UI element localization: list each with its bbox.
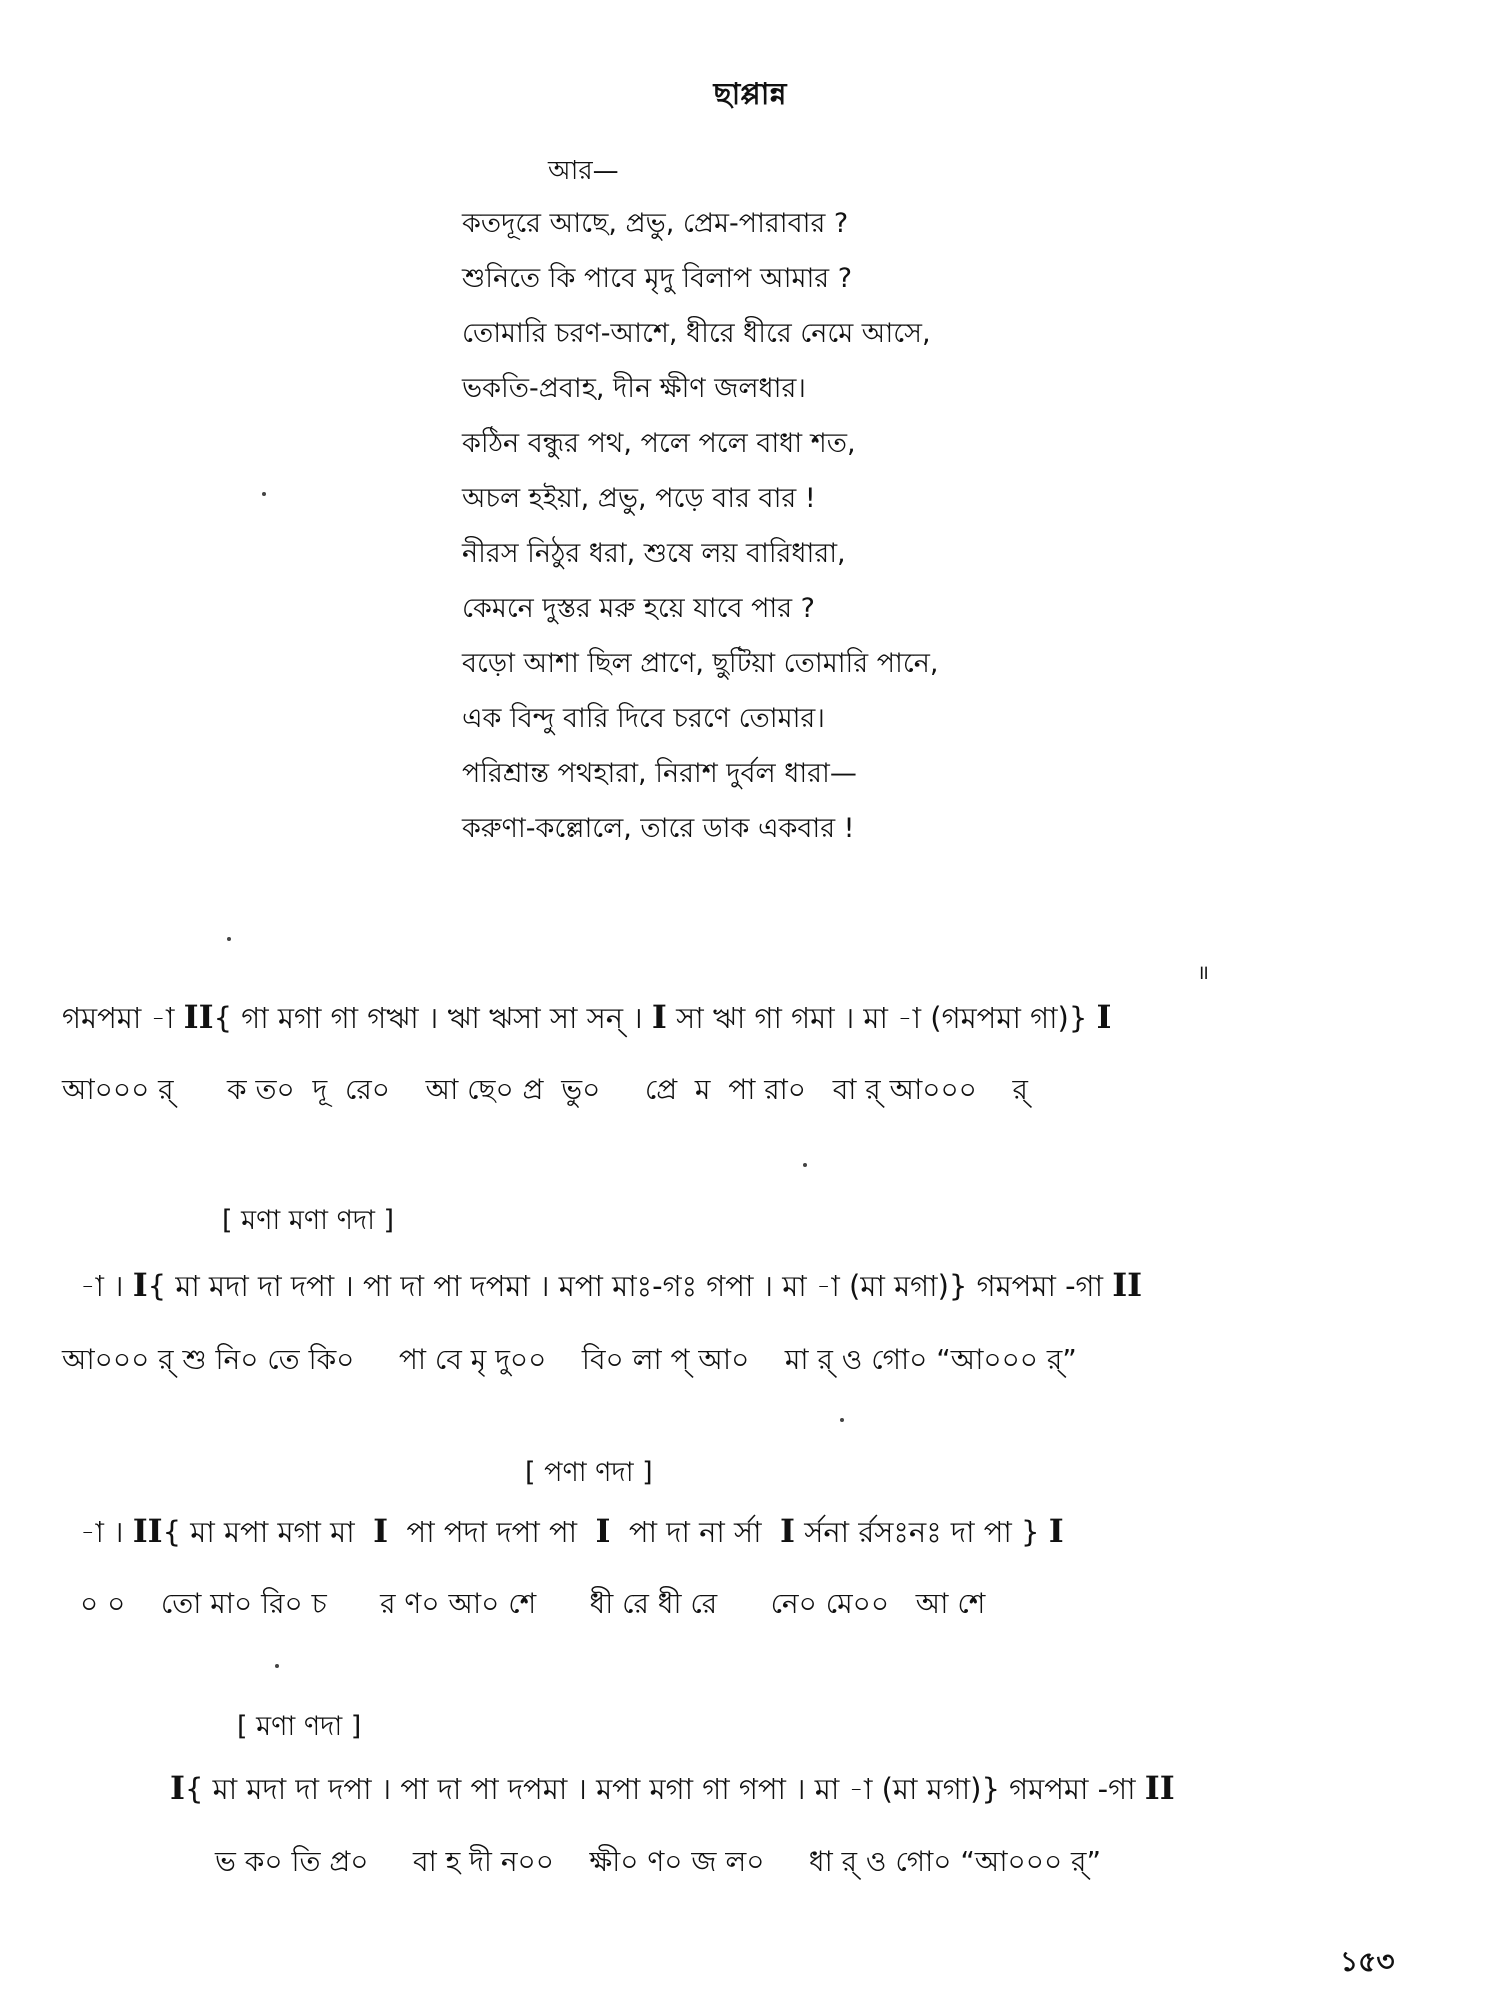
poem-line: শুনিতে কি পাবে মৃদু বিলাপ আমার ? (462, 263, 853, 294)
ornament-bracket-3: [ পণা ণদা ] (525, 1457, 653, 1488)
print-speck (803, 1163, 807, 1167)
lyric-line-1: আ০০০ র্ ক ত০ দূ রে০ আ ছে০ প্র ভু০ প্রে ম পা রা০ বা র্ আ০০০ র্ (62, 1073, 1028, 1106)
print-speck (262, 492, 266, 496)
poem-line: এক বিন্দু বারি দিবে চরণে তোমার। (462, 703, 825, 734)
poem-line: পরিশ্রান্ত পথহারা, নিরাশ দুর্বল ধারা— (462, 758, 857, 789)
double-bar-mark: ॥ (1197, 960, 1209, 984)
poem-line: অচল হইয়া, প্রভু, পড়ে বার বার ! (462, 483, 816, 514)
poem-line: নীরস নিঠুর ধরা, শুষে লয় বারিধারা, (462, 538, 846, 569)
poem-lines (462, 196, 938, 856)
lyric-line-4: ভ ক০ তি প্র০ বা হ দী ন০০ ক্ষী০ ণ০ জ ল০ ধা র্ ও গো০ “আ০০০ র্” (215, 1845, 1101, 1878)
poem-line: বড়ো আশা ছিল প্রাণে, ছুটিয়া তোমারি পানে, (462, 648, 939, 679)
poem-line: করুণা-কল্লোলে, তারে ডাক একবার ! (462, 813, 855, 844)
print-speck (275, 1664, 279, 1668)
sargam-line-1: গমপমা -া II{ গা মগা গা গঋা । ঋা ঋসা সা সন্ । I সা ঋা গা গমা । মা -া (গমপমা গা)} I (62, 998, 1112, 1036)
page-number: ১৫৩ (1340, 1945, 1395, 1978)
poem-line: কতদূরে আছে, প্রভু, প্রেম-পারাবার ? (462, 208, 849, 239)
sargam-line-4: I{ মা মদা দা দপা । পা দা পা দপমা । মপা মগা গা গপা । মা -া (মা মগা)} গমপমা -গা II (170, 1769, 1175, 1807)
print-speck (227, 937, 231, 941)
poem-intro: আর— (548, 156, 619, 186)
poem-line: তোমারি চরণ-আশে, ধীরে ধীরে নেমে আসে, (462, 318, 931, 349)
sargam-line-3: -া । II{ মা মপা মগা মা I পা পদা দপা পা I পা দা না র্সা I র্সনা র্রসঃনঃ দা পা } I (80, 1512, 1064, 1550)
print-speck (840, 1418, 844, 1422)
poem-line: ভকতি-প্রবাহ, দীন ক্ষীণ জলধার। (462, 373, 806, 404)
ornament-bracket-4: [ মণা ণদা ] (237, 1711, 362, 1742)
lyric-line-2: আ০০০ র্ শু নি০ তে কি০ পা বে মৃ দু০০ বি০ লা প্ আ০ মা র্ ও গো০ “আ০০০ র্” (62, 1343, 1077, 1376)
lyric-line-3: ০ ০ তো মা০ রি০ চ র ণ০ আ০ শে ধী রে ধী রে নে০ মে০০ আ শে (80, 1587, 986, 1620)
page-title: ছাপ্পান্ন (713, 77, 787, 112)
sargam-line-2: -া । I{ মা মদা দা দপা । পা দা পা দপমা । মপা মাঃ-গঃ গপা । মা -া (মা মগা)} গমপমা -গা II (80, 1266, 1143, 1304)
poem-line: কেমনে দুস্তর মরু হয়ে যাবে পার ? (462, 593, 815, 624)
poem-line: কঠিন বন্ধুর পথ, পলে পলে বাধা শত, (462, 428, 856, 459)
ornament-bracket-2: [ মণা মণা ণদা ] (222, 1205, 395, 1236)
